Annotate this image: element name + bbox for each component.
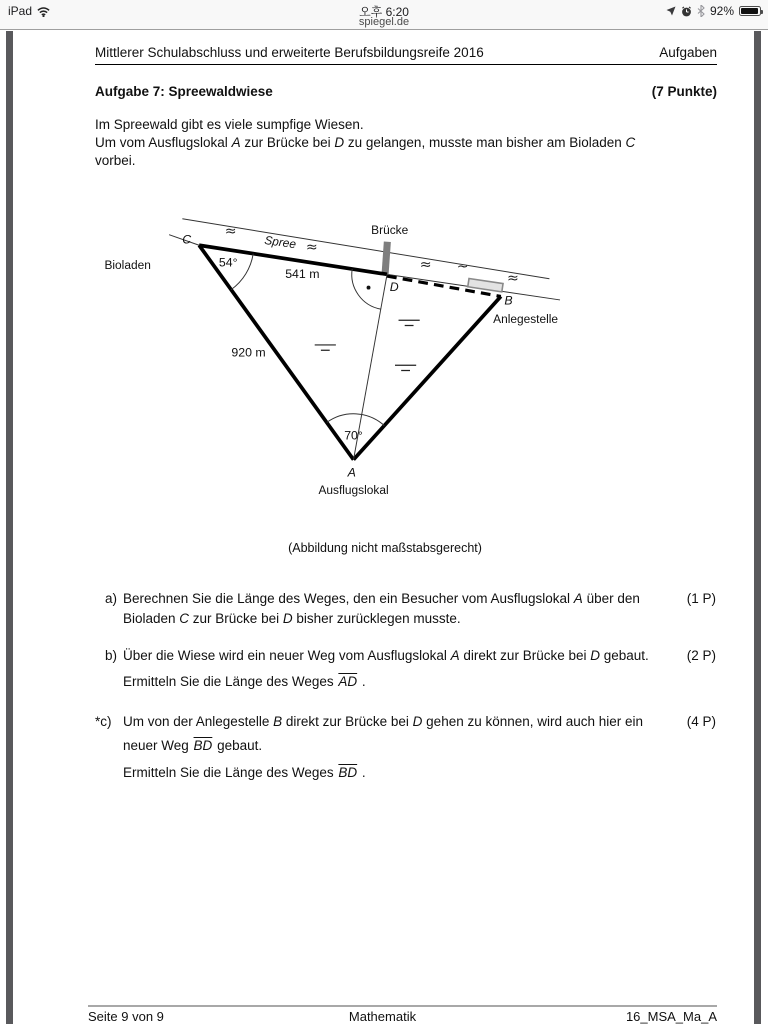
label-ausflugslokal: Ausflugslokal — [318, 483, 389, 498]
label-point-C: C — [182, 232, 192, 247]
question-c-line-3: Ermitteln Sie die Länge des Weges $\overline{BD}$ . — [123, 765, 366, 780]
question-a-label: a) — [105, 591, 118, 606]
location-arrow-icon — [666, 6, 676, 16]
label-anlegestelle: Anlegestelle — [493, 311, 559, 326]
battery-percent: 92% — [709, 4, 734, 18]
question-b-points: (2 P) — [686, 648, 716, 663]
wave-icon: ≈ — [305, 239, 318, 256]
wave-icon: ~ — [456, 258, 469, 275]
figure-caption: (Abbildung nicht maßstabsgerecht) — [288, 541, 482, 555]
bluetooth-icon — [697, 5, 705, 17]
intro-line-3: vorbei. — [95, 153, 136, 168]
footer-subject: Mathematik — [348, 1009, 417, 1024]
footer-doc-code: 16_MSA_Ma_A — [625, 1009, 717, 1024]
question-a-points: (1 P) — [686, 591, 716, 606]
question-b-label: b) — [105, 648, 118, 663]
battery-tip — [761, 10, 763, 14]
wave-icon: ≈ — [419, 257, 432, 274]
question-c-points: (4 P) — [686, 714, 716, 729]
marsh-icon — [395, 365, 416, 370]
document-footer — [88, 1009, 717, 1024]
label-bioladen: Bioladen — [104, 258, 151, 273]
question-c-line-1: Um von der Anlegestelle B direkt zur Brücke bei D gehen zu können, wird auch hier ein — [123, 714, 644, 729]
question-a — [105, 589, 717, 633]
wave-icon: ≈ — [507, 270, 519, 287]
header-left-text: Mittlerer Schulabschluss und erweiterte Berufsbildungsreife 2016 — [95, 45, 484, 60]
battery-icon — [739, 6, 761, 16]
footer-page-number: Seite 9 von 9 — [88, 1009, 164, 1024]
label-bruecke: Brücke — [371, 222, 409, 237]
task-title: Aufgabe 7: Spreewaldwiese — [95, 84, 273, 99]
label-point-B: B — [504, 293, 513, 308]
label-angle-C: 54° — [218, 255, 238, 270]
label-point-D: D — [389, 280, 399, 295]
question-c — [95, 712, 717, 784]
geometry-figure — [80, 192, 680, 527]
question-c-line-2: neuer Weg $\overline{BD}$ gebaut. — [123, 738, 263, 753]
question-c-label: *c) — [95, 714, 112, 729]
side-AB — [354, 296, 501, 459]
wave-icon: ≈ — [224, 223, 237, 240]
question-a-line-1: Berechnen Sie die Länge des Weges, den ein Besucher vom Ausflugslokal A über den — [123, 591, 640, 606]
right-angle-arc-D — [352, 269, 381, 309]
intro-line-2: Um vom Ausflugslokal A zur Brücke bei D zu gelangen, musste man bisher am Bioladen C — [95, 135, 636, 150]
question-b-line-1: Über die Wiese wird ein neuer Weg vom Ausflugslokal A direkt zur Brücke bei D gebaut. — [123, 648, 649, 663]
device-label: iPad — [8, 4, 33, 18]
footer-divider — [88, 1005, 717, 1007]
viewer-left-edge — [6, 31, 13, 1024]
alarm-clock-icon — [681, 6, 692, 17]
intro-line-1: Im Spreewald gibt es viele sumpfige Wiesen. — [95, 117, 364, 132]
status-bar — [0, 0, 768, 30]
angle-arc-A — [327, 414, 385, 426]
label-length-CA: 920 m — [231, 345, 266, 360]
bridge-bar — [381, 242, 390, 276]
status-site-url: spiegel.de — [358, 16, 410, 28]
label-angle-A: 70° — [344, 428, 363, 443]
side-CA — [199, 245, 353, 459]
label-length-CD: 541 m — [285, 266, 320, 281]
label-spree: Spree — [263, 232, 297, 252]
viewer-right-edge — [754, 31, 761, 1024]
right-angle-dot-D — [367, 286, 371, 290]
marsh-icon — [399, 320, 420, 325]
intro-paragraph — [95, 116, 725, 170]
header-right-text: Aufgaben — [659, 45, 717, 60]
marsh-icon — [315, 345, 336, 350]
question-b-line-2: Ermitteln Sie die Länge des Weges $\overline{AD}$ . — [123, 674, 366, 689]
battery-fill — [741, 8, 758, 14]
document-header — [95, 45, 717, 65]
question-b — [105, 646, 717, 694]
question-a-line-2: Bioladen C zur Brücke bei D bisher zurücklegen musste. — [123, 611, 461, 626]
status-right — [666, 4, 761, 18]
task-header — [95, 84, 717, 99]
label-point-A: A — [347, 465, 356, 480]
task-points: (7 Punkte) — [651, 84, 717, 99]
status-time: 오후 6:20 — [359, 5, 409, 19]
